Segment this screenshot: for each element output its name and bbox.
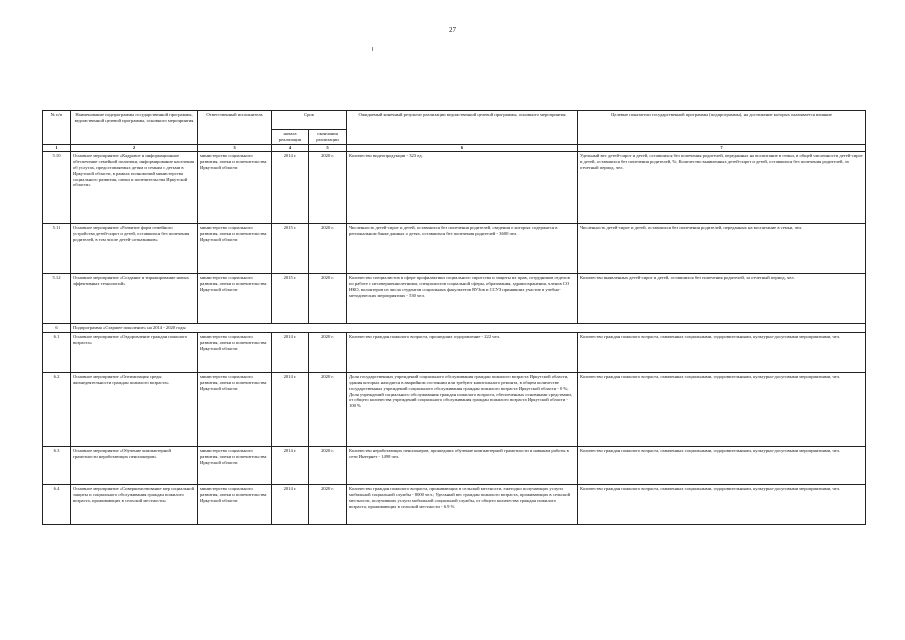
row-number: 6.2 xyxy=(43,372,71,446)
executor: министерство социального развития, опеки и попечительства Иркутской области xyxy=(198,223,272,273)
header-row xyxy=(43,111,866,130)
event-name: Основное мероприятие «Обучение компьютерной грамотности неработающих пенсионеров» xyxy=(71,446,198,484)
end-year: 2020 г. xyxy=(309,446,347,484)
column-number: 3 xyxy=(198,145,272,152)
event-name: Основное мероприятие «Создание и тиражирование новых эффективных технологий» xyxy=(71,273,198,323)
row-number: 6.1 xyxy=(43,332,71,372)
row-number: 6.4 xyxy=(43,484,71,524)
page-number: 27 xyxy=(449,26,456,34)
table-row xyxy=(43,372,866,446)
column-number: 6 xyxy=(347,145,578,152)
target-indicators: Удельный вес детей-сирот и детей, оставшихся без попечения родителей, переданных на воспитание в семьи, в общей численности детей-сирот и детей, оставшихся без попечения родителей, %; Количество выявленных детей-сирот и детей, оставшихся без попечения родителей, за отчетный период, чел. xyxy=(578,151,866,223)
table-row xyxy=(43,223,866,273)
target-indicators: Количество граждан пожилого возраста, охваченных социальными, оздоровительными, культурно-досуговыми мероприятиями, чел. xyxy=(578,484,866,524)
header-no: № п/п xyxy=(43,111,71,145)
event-name: Основное мероприятие «Оздоровление граждан пожилого возраста» xyxy=(71,332,198,372)
table-row xyxy=(43,332,866,372)
table-row xyxy=(43,484,866,524)
row-number: 5.10 xyxy=(43,151,71,223)
expected-result: Численность детей-сирот и детей, оставшихся без попечения родителей, сведения о которых содержатся в региональном банке данных о детях, оставшихся без попечения родителей - 3600 чел. xyxy=(347,223,578,273)
end-year: 2020 г. xyxy=(309,332,347,372)
expected-result: Количество граждан пожилого возраста, прошедших оздоровление - 222 чел. xyxy=(347,332,578,372)
table-row xyxy=(43,151,866,223)
target-indicators: Количество граждан пожилого возраста, охваченных социальными, оздоровительными, культурно-досуговыми мероприятиями, чел. xyxy=(578,332,866,372)
start-year: 2014 г. xyxy=(272,484,309,524)
event-name: Основное мероприятие «Развитие форм семейного устройства детей-сирот и детей, оставшихся без попечения родителей, в том числе детей-«отказников» xyxy=(71,223,198,273)
row-number: 6.3 xyxy=(43,446,71,484)
column-number: 7 xyxy=(578,145,866,152)
end-year: 2020 г. xyxy=(309,151,347,223)
header-end: окончания реализации xyxy=(309,130,347,145)
executor: министерство социального развития, опеки и попечительства Иркутской области xyxy=(198,151,272,223)
target-indicators: Численность детей-сирот и детей, оставшихся без попечения родителей, переданных на воспитание в семьи, чел. xyxy=(578,223,866,273)
target-indicators: Количество граждан пожилого возраста, охваченных социальными, оздоровительными, культурно-досуговыми мероприятиями, чел. xyxy=(578,446,866,484)
executor: министерство социального развития, опеки и попечительства Иркутской области xyxy=(198,372,272,446)
expected-result: Количество видеопродукции - 323 ед. xyxy=(347,151,578,223)
column-numbers-row xyxy=(43,145,866,152)
end-year: 2020 г. xyxy=(309,484,347,524)
row-number: 5.12 xyxy=(43,273,71,323)
executor: министерство социального развития, опеки и попечительства Иркутской области xyxy=(198,446,272,484)
header-term: Срок xyxy=(272,111,347,130)
executor: министерство социального развития, опеки и попечительства Иркутской области xyxy=(198,273,272,323)
executor: министерство социального развития, опеки и попечительства Иркутской области xyxy=(198,484,272,524)
header-result: Ожидаемый конечный результат реализации ведомственной целевой программы, основного мероприятия xyxy=(347,111,578,145)
event-name: Основное мероприятие «Оптимизация среды жизнедеятельности граждан пожилого возраста» xyxy=(71,372,198,446)
start-year: 2014 г. xyxy=(272,151,309,223)
expected-result: Количество граждан пожилого возраста, проживающих в сельской местности, ежегодно получающих услуги мобильной социальной службы - 8000 чел.; Удельный вес граждан пожилого возраста, проживающих в сельской местности, получивших услуги мобильной социальной службы, от общего количества граждан пожилого возраста, проживающих в сельской местности - 6.9 % xyxy=(347,484,578,524)
target-indicators: Количество выявленных детей-сирот и детей, оставшихся без попечения родителей, за отчетный период, чел. xyxy=(578,273,866,323)
target-indicators: Количество граждан пожилого возраста, охваченных социальными, оздоровительными, культурно-досуговыми мероприятиями, чел. xyxy=(578,372,866,446)
table-row xyxy=(43,273,866,323)
event-name: Основное мероприятие «Кадровое и информационное обеспечение семейной политики, информирование населения об услугах, предоставляемых детям и семьям с детьми в Иркутской области, в рамках полномочий министерства социального развития, опеки и попечительства Иркутской области» xyxy=(71,151,198,223)
scan-mark xyxy=(372,47,373,51)
header-executor: Ответственный исполнитель xyxy=(198,111,272,145)
section-row xyxy=(43,323,866,332)
executor: министерство социального развития, опеки и попечительства Иркутской области xyxy=(198,332,272,372)
end-year: 2020 г. xyxy=(309,372,347,446)
column-number: 5 xyxy=(309,145,347,152)
start-year: 2014 г. xyxy=(272,332,309,372)
section-title: Подпрограмма «Старшее поколение» на 2014 - 2020 годы xyxy=(71,323,866,332)
header-name: Наименование подпрограммы государственной программы, ведомственной целевой программы, основного мероприятия xyxy=(71,111,198,145)
start-year: 2015 г. xyxy=(272,223,309,273)
start-year: 2014 г. xyxy=(272,372,309,446)
section-number: 6 xyxy=(43,323,71,332)
end-year: 2020 г. xyxy=(309,223,347,273)
expected-result: Доля государственных учреждений социального обслуживания граждан пожилого возраста Иркутской области, здания которых находятся в аварийном состоянии или требуют капитального ремонта, в общем количестве государственных учреждений социального обслуживания граждан пожилого возраста Иркутской области - 0 %; Доля учреждений социального обслуживания граждан пожилого возраста, обеспеченных основными средствами, от общего количества учреждений социального обслуживания граждан пожилого возраста Иркутской области - 100 % xyxy=(347,372,578,446)
end-year: 2020 г. xyxy=(309,273,347,323)
expected-result: Количество специалистов в сфере профилактики социального сиротства и защиты их прав, сотрудников отделов по работе с несовершеннолетними, специалистов социальной сферы, образования, здравоохранения, членов СО НКО, волонтеров из числа студентов социальных факультетов ВУЗов и ССУЗ принявших участие в учебно-методических мероприятиях - 530 чел. xyxy=(347,273,578,323)
row-number: 5.11 xyxy=(43,223,71,273)
header-start: начала реализации xyxy=(272,130,309,145)
table-row xyxy=(43,446,866,484)
expected-result: Количество неработающих пенсионеров, прошедших обучение компьютерной грамотности и навыкам работы в сети Интернет - 1498 чел. xyxy=(347,446,578,484)
start-year: 2015 г. xyxy=(272,273,309,323)
event-name: Основное мероприятие «Совершенствование мер социальной защиты и социального обслуживания граждан пожилого возраста, проживающих в сельской местности» xyxy=(71,484,198,524)
column-number: 2 xyxy=(71,145,198,152)
start-year: 2014 г. xyxy=(272,446,309,484)
column-number: 1 xyxy=(43,145,71,152)
column-number: 4 xyxy=(272,145,309,152)
program-table xyxy=(42,110,866,525)
header-indicators: Целевые показатели государственной программы (подпрограммы), на достижение которых оказывается влияние xyxy=(578,111,866,145)
